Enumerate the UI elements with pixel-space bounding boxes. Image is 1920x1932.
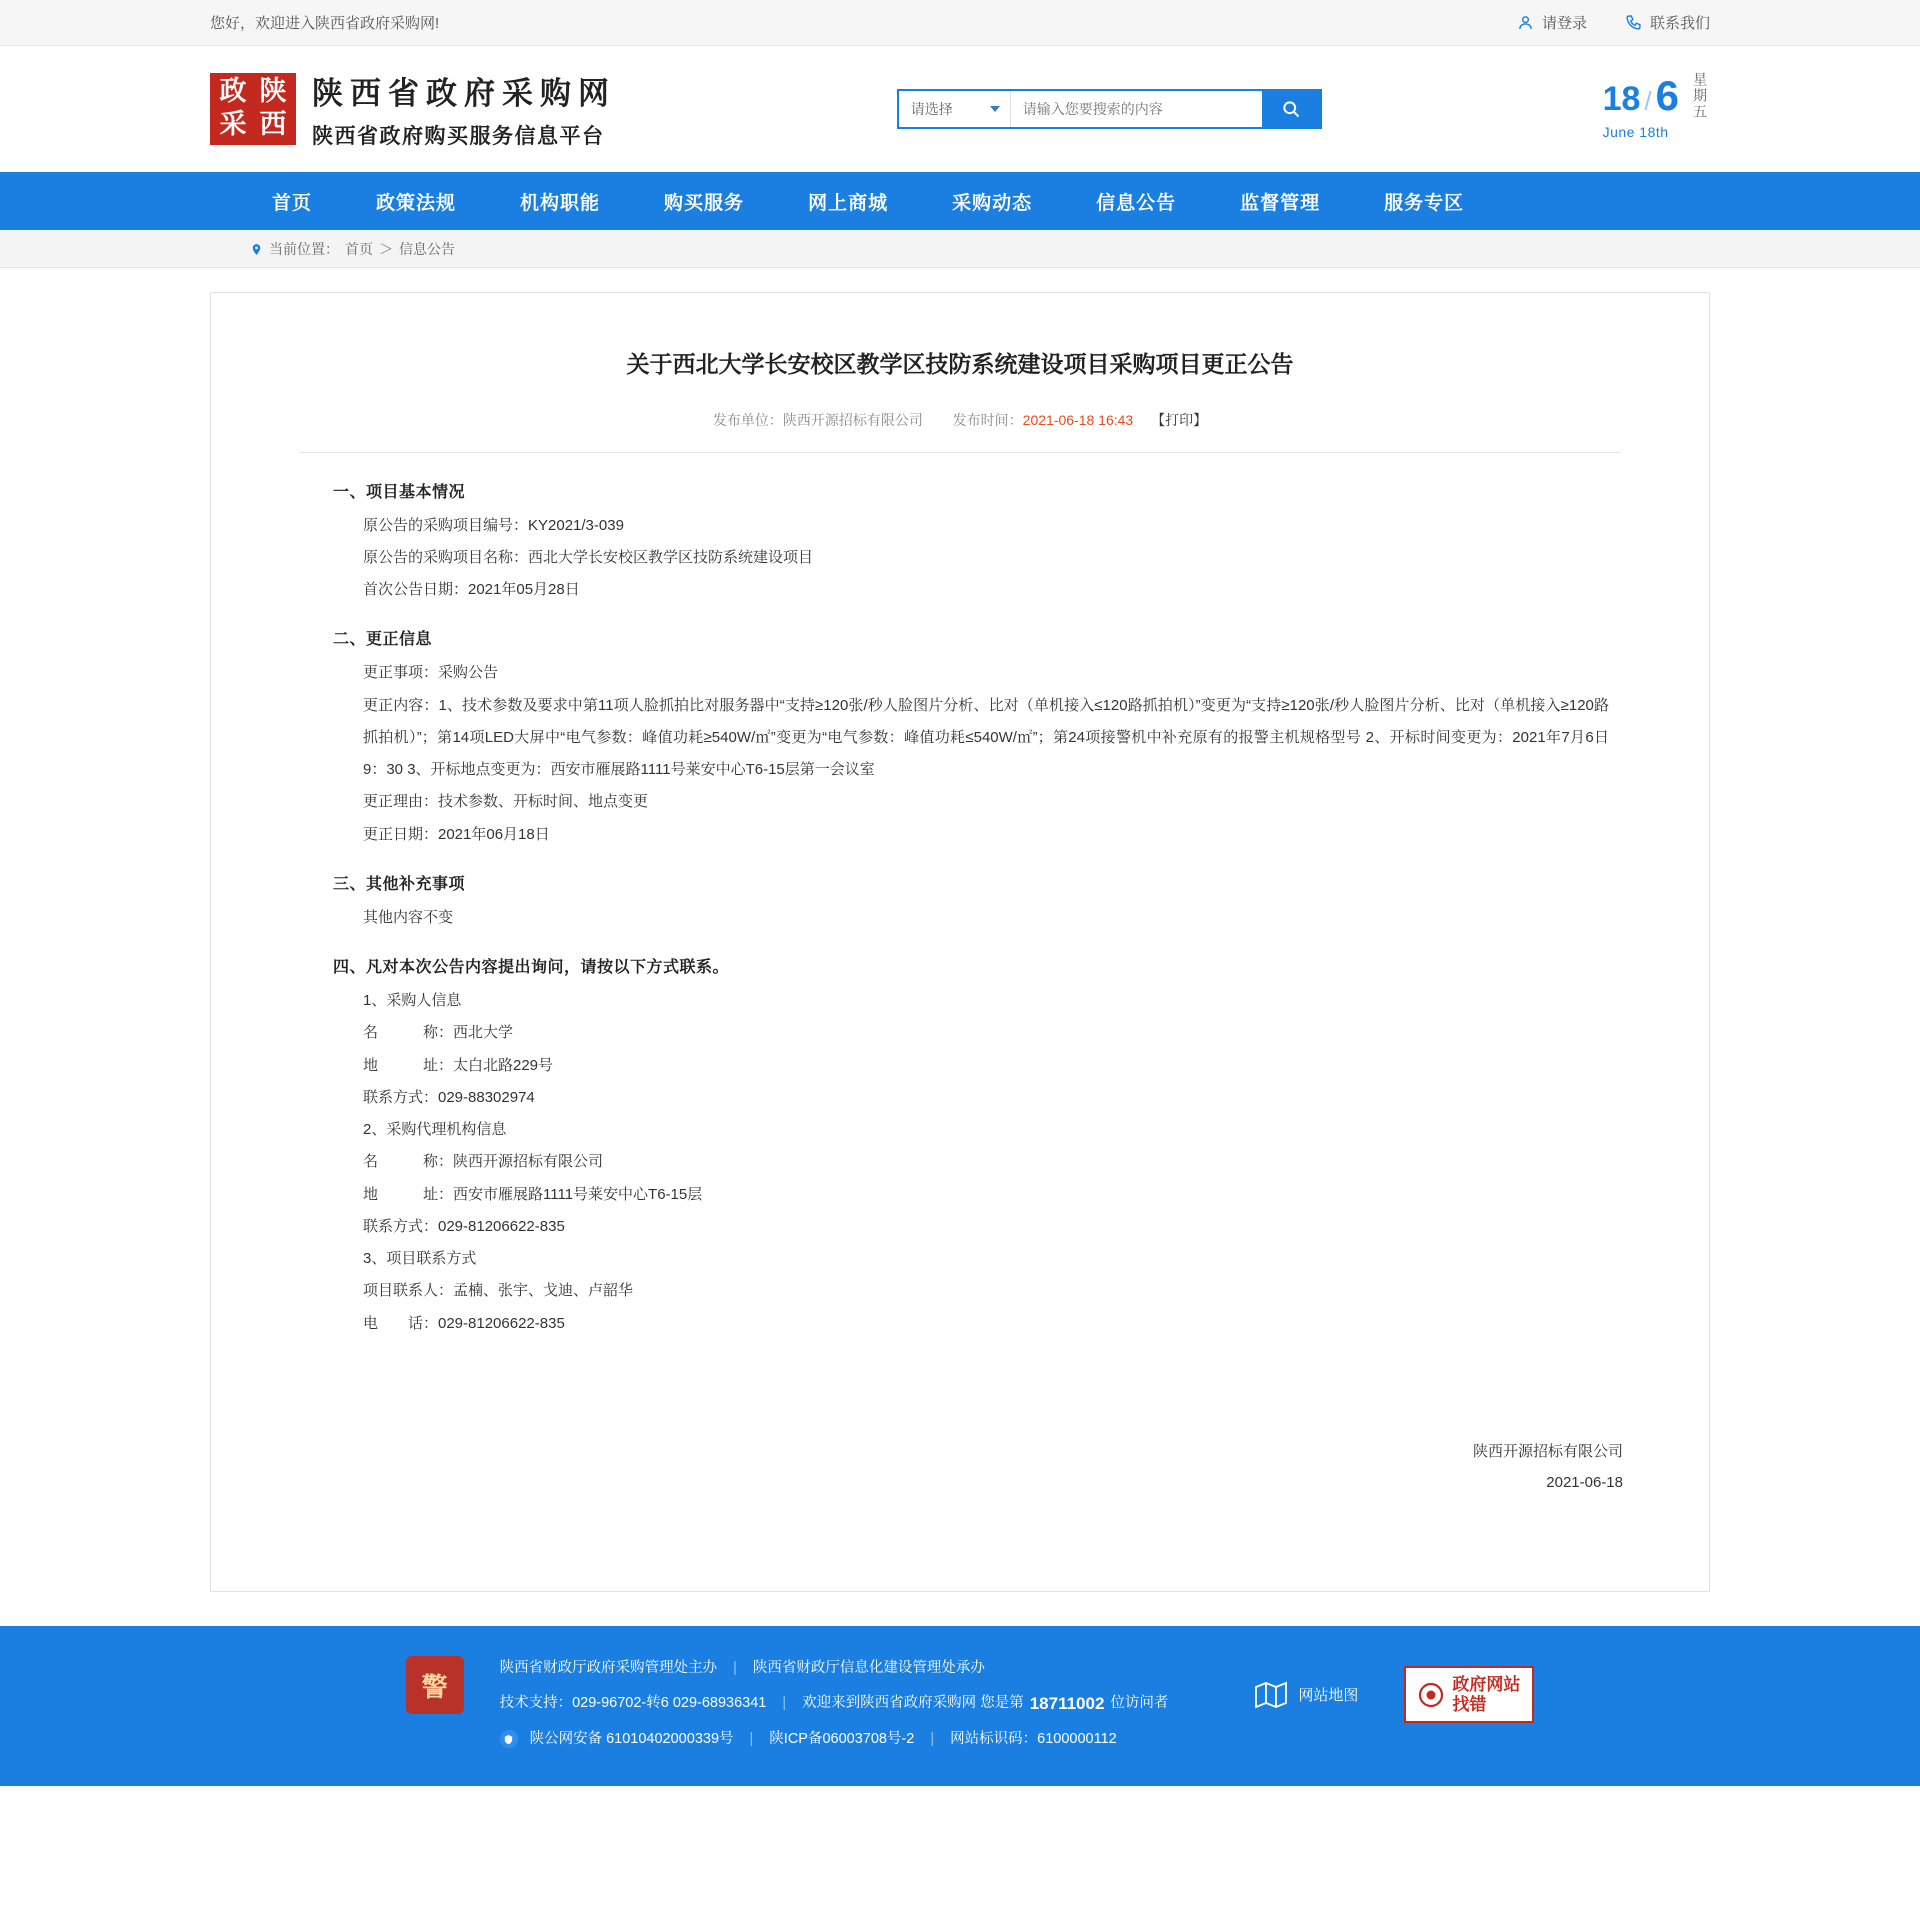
document-meta (299, 410, 1621, 453)
section-1-paragraph-3: 首次公告日期：2021年05月28日 (363, 581, 580, 598)
sitemap-label: 网站地图 (1298, 1687, 1359, 1705)
section-1-paragraph-2: 原公告的采购项目名称：西北大学长安校区教学区技防系统建设项目 (363, 548, 814, 566)
site-header (0, 46, 1920, 172)
chevron-down-icon (990, 106, 1000, 112)
contact-link[interactable] (1625, 12, 1710, 33)
report-error-button[interactable] (1404, 1666, 1534, 1723)
date-slash: / (1644, 86, 1652, 116)
logo-char-1: 陕 (259, 76, 287, 108)
footer-support: 技术支持：029-96702-转6 029-68936341 (499, 1695, 767, 1712)
section-4-paragraph-9: 3、项目联系方式 (363, 1250, 477, 1267)
date-month: 6 (1655, 72, 1679, 119)
section-heading-2: 二、更正信息 (333, 631, 433, 649)
footer-visitor-suffix: 位访问者 (1110, 1695, 1169, 1712)
breadcrumb-home[interactable]: 首页 (345, 241, 373, 257)
section-4-paragraph-5: 2、采购代理机构信息 (363, 1121, 507, 1138)
signature-date: 2021-06-18 (1546, 1474, 1623, 1492)
report-error-line2: 找错 (1452, 1694, 1487, 1714)
main-nav (0, 172, 1920, 230)
nav-item-policy[interactable]: 政策法规 (376, 192, 457, 214)
site-logo[interactable] (210, 68, 616, 150)
site-name: 陕西省政府采购网 (312, 76, 616, 111)
breadcrumb-separator: ＞ (379, 241, 393, 257)
footer-operator: 陕西省财政厅信息化建设管理处承办 (752, 1660, 985, 1676)
nav-item-zone[interactable]: 服务专区 (1384, 192, 1465, 214)
section-4-paragraph-3: 地 址：太白北路229号 (363, 1056, 554, 1074)
section-1-paragraph-1: 原公告的采购项目编号：KY2021/3-039 (363, 516, 624, 534)
breadcrumb-bar (0, 230, 1920, 268)
publish-time-label: 发布时间： (952, 411, 1023, 428)
search-category-select[interactable] (899, 91, 1011, 127)
nav-item-services[interactable]: 购买服务 (664, 192, 745, 214)
page-body (0, 268, 1920, 1626)
site-subtitle: 陕西省政府购买服务信息平台 (312, 125, 605, 148)
nav-item-functions[interactable]: 机构职能 (520, 192, 601, 214)
search-icon (1281, 99, 1301, 119)
breadcrumb-current[interactable]: 信息公告 (399, 241, 455, 257)
section-2-paragraph-3: 更正理由：技术参数、开标时间、地点变更 (363, 793, 649, 811)
top-utility-bar (0, 0, 1920, 46)
sitemap-link[interactable] (1254, 1680, 1358, 1710)
section-3-paragraph-1: 其他内容不变 (363, 908, 454, 926)
user-icon (1517, 14, 1534, 31)
section-heading-3: 三、其他补充事项 (333, 875, 466, 893)
nav-item-mall[interactable]: 网上商城 (808, 192, 889, 214)
logo-char-2: 采 (219, 109, 247, 141)
announcement-card (210, 292, 1710, 1592)
report-error-line1: 政府网站 (1452, 1675, 1521, 1694)
breadcrumb-prefix: 当前位置： (269, 241, 339, 257)
site-footer: 警 陕西省财政厅政府采购管理处主办 | 陕西省财政厅信息化建设管理处承办 技术支持：029-96702-转6 029-68936341 | 欢迎来到陕西省政府采购网 您是第 18711002 位访问者 陕公网安备 61010402000339号 | 陕ICP备06003708号-2 | 网站标识码：6100000112 网站地图 政府网站 找错 (0, 1626, 1920, 1786)
search-input[interactable] (1011, 91, 1262, 127)
logo-char-3: 西 (259, 109, 287, 141)
date-day: 18 (1602, 80, 1641, 118)
search-category-label: 请选择 (910, 101, 953, 117)
map-icon (1254, 1680, 1288, 1710)
nav-item-news[interactable]: 采购动态 (952, 192, 1033, 214)
location-pin-icon (250, 242, 263, 257)
section-4-paragraph-8: 联系方式：029-81206622-835 (363, 1217, 565, 1235)
section-heading-1: 一、项目基本情况 (333, 483, 466, 501)
phone-icon (1625, 14, 1642, 31)
nav-item-supervision[interactable]: 监督管理 (1240, 192, 1321, 214)
print-button[interactable]: 【打印】 (1151, 411, 1208, 428)
welcome-text: 您好，欢迎进入陕西省政府采购网! (210, 15, 440, 32)
logo-mark-icon (210, 73, 296, 145)
visitor-count: 18711002 (1029, 1693, 1105, 1713)
search-box (897, 89, 1322, 129)
signature-org: 陕西开源招标有限公司 (1472, 1442, 1623, 1460)
page-title: 关于西北大学长安校区教学区技防系统建设项目采购项目更正公告 (626, 351, 1294, 377)
publisher-value: 陕西开源招标有限公司 (782, 411, 923, 428)
section-2-paragraph-4: 更正日期：2021年06月18日 (363, 825, 550, 843)
section-2-paragraph-1: 更正事项：采购公告 (363, 664, 499, 682)
section-4-paragraph-10: 项目联系人：孟楠、张宇、戈迪、卢韶华 (363, 1282, 634, 1300)
login-label: 请登录 (1541, 15, 1587, 32)
footer-welcome: 欢迎来到陕西省政府采购网 您是第 (802, 1695, 1024, 1712)
section-4-paragraph-2: 名 称：西北大学 (363, 1024, 514, 1042)
section-4-paragraph-1: 1、采购人信息 (363, 992, 462, 1009)
section-4-paragraph-4: 联系方式：029-88302974 (363, 1088, 535, 1106)
search-button[interactable] (1262, 91, 1320, 127)
footer-icp[interactable]: 陕ICP备06003708号-2 (769, 1730, 915, 1747)
police-record-icon (500, 1730, 518, 1748)
footer-host: 陕西省财政厅政府采购管理处主办 (499, 1660, 718, 1676)
nav-item-announcements[interactable]: 信息公告 (1096, 192, 1177, 214)
find-error-icon (1418, 1682, 1444, 1708)
publish-time-value: 2021-06-18 16:43 (1022, 411, 1134, 428)
footer-police-record[interactable]: 陕公网安备 61010402000339号 (529, 1730, 734, 1747)
date-widget (1603, 72, 1710, 146)
footer-site-id: 网站标识码：6100000112 (950, 1730, 1117, 1747)
contact-label: 联系我们 (1649, 15, 1710, 32)
login-link[interactable] (1517, 12, 1587, 33)
date-sub: June 18th (1602, 124, 1669, 140)
breadcrumb (210, 230, 1710, 268)
section-heading-4: 四、凡对本次公告内容提出询问，请按以下方式联系。 (333, 959, 730, 976)
date-weekday: 星期五 (1691, 72, 1708, 120)
logo-char-0: 政 (219, 76, 247, 108)
nav-item-home[interactable]: 首页 (272, 192, 313, 214)
section-4-paragraph-7: 地 址：西安市雁展路1111号莱安中心T6-15层 (363, 1185, 703, 1203)
section-4-paragraph-6: 名 称：陕西开源招标有限公司 (363, 1153, 604, 1171)
section-4-paragraph-11: 电 话：029-81206622-835 (363, 1314, 565, 1332)
section-2-paragraph-2: 更正内容：1、技术参数及要求中第11项人脸抓拍比对服务器中“支持≥120张/秒人脸图片分析、比对（单机接入≤120路抓拍机）”变更为“支持≥120张/秒人脸图片分析、比对（单机接入≥120路抓拍机）”；第14项LED大屏中“电气参数：峰值功耗≥540W/㎡”变更为“电气参数：峰值功耗≤540W/㎡”；第24项接警机中补充原有的报警主机规格型号 2、开标时间变更为：2021年7月6日 9：30 3、开标地点变更为：西安市雁展路1111号莱安中心T6-15层第一会议室 (363, 696, 1609, 778)
publisher-label: 发布单位： (712, 411, 783, 428)
police-badge-icon: 警 (406, 1656, 464, 1714)
